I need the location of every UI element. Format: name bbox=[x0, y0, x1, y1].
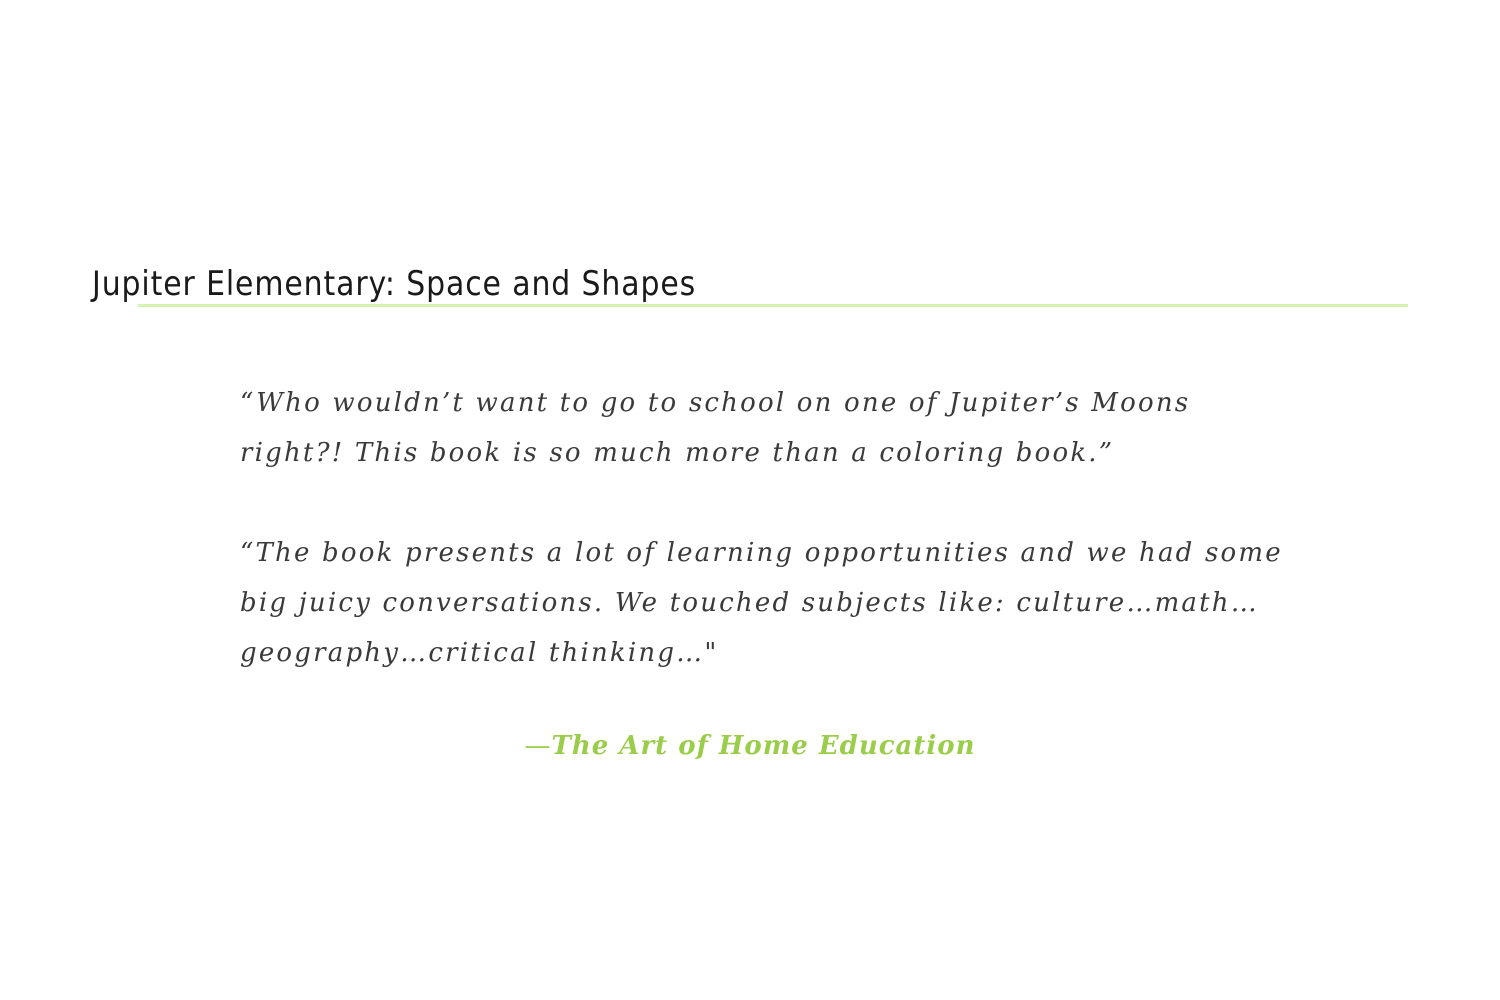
page-title: Jupiter Elementary: Space and Shapes bbox=[92, 264, 697, 304]
heading-section bbox=[92, 262, 1408, 310]
testimonial-quote-2: “The book presents a lot of learning opportunities and we had some big juicy conversations. We touched subjects like: culture…math…geography…critical thinking…" bbox=[240, 538, 1283, 668]
testimonials bbox=[240, 378, 1300, 678]
attribution-dash: — bbox=[524, 731, 552, 761]
testimonial-quote-1: “Who wouldn’t want to go to school on one of Jupiter’s Moons right?! This book is so much more than a coloring book.” bbox=[240, 388, 1191, 468]
testimonial-attribution bbox=[0, 724, 1500, 768]
attribution-source: The Art of Home Education bbox=[551, 731, 976, 761]
